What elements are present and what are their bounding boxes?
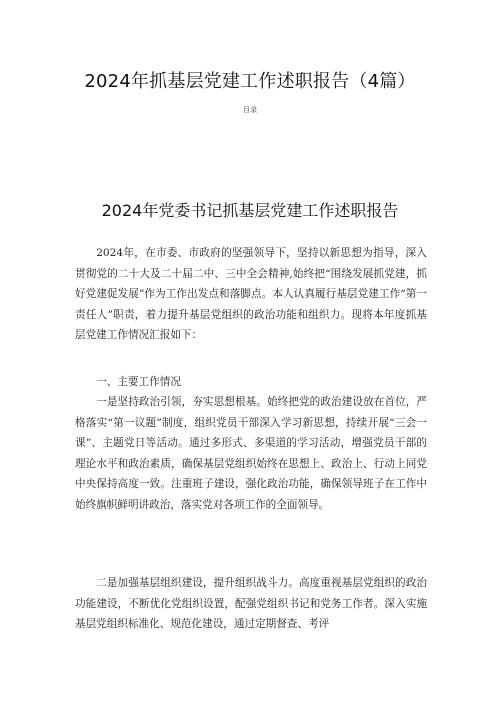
- section-heading-block: [75, 372, 427, 393]
- item-one-paragraph: 一是坚持政治引领，夯实思想根基。始终把党的政治建设放在首位，严格落实“第一议题”制度，组织党员干部深入学习新思想，持续开展“三会一课”、主题党日等活动。通过多形式、多渠道的学习活动，增强党员干部的理论水平和政治素质，确保基层党组织始终在思想上、政治上、行动上同党中央保持高度一致。注重班子建设，强化政治功能，确保领导班子在工作中始终旗帜鲜明讲政治，落实党对各项工作的全面领导。: [75, 396, 427, 511]
- item-one-paragraph-block: [75, 392, 427, 515]
- section-title: 2024年党委书记抓基层党建工作述职报告: [101, 201, 399, 220]
- table-of-contents-label: 目录: [243, 106, 257, 114]
- item-two-paragraph-block: [75, 573, 427, 635]
- intro-paragraph-block: [75, 243, 427, 346]
- item-two-paragraph: 二是加强基层组织建设，提升组织战斗力。高度重视基层党组织的政治功能建设，不断优化党组织设置，配强党组织书记和党务工作者。深入实施基层党组织标准化、规范化建设，通过定期督查、考评: [75, 577, 427, 630]
- intro-paragraph: 2024年，在市委、市政府的坚强领导下，坚持以新思想为指导，深入贯彻党的二十大及二十届二中、三中全会精神,始终把“围绕发展抓党建，抓好党建促发展”作为工作出发点和落脚点。本人认真履行基层党建工作“第一责任人”职责，着力提升基层党组织的政治功能和组织力。现将本年度抓基层党建工作情况汇报如下：: [75, 247, 427, 341]
- document-title: 2024年抓基层党建工作述职报告（4篇）: [84, 71, 416, 92]
- section-heading: 一、主要工作情况: [96, 376, 181, 388]
